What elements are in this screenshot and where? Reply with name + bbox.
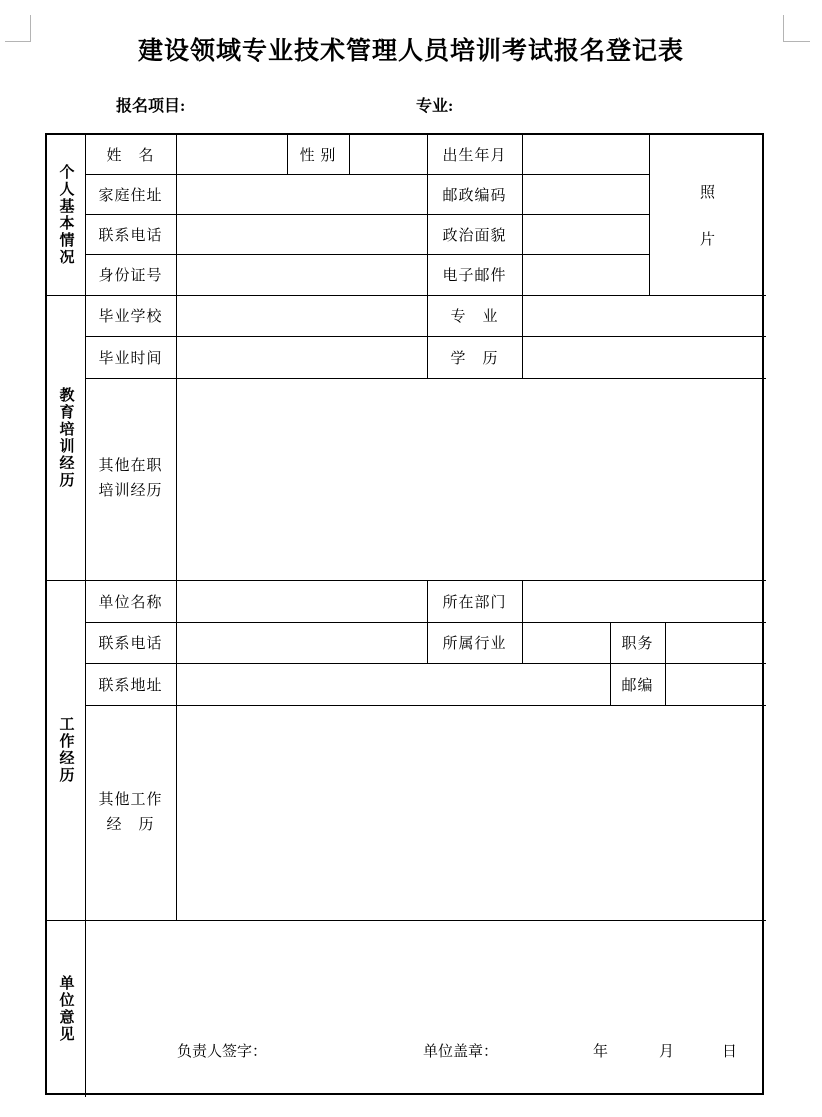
personal-phone-input-cell[interactable] [176, 214, 427, 254]
postal-code-input-cell[interactable] [522, 174, 649, 214]
zip-label: 邮编 [621, 677, 654, 694]
other-work-input-cell[interactable] [176, 705, 766, 920]
contact-address-input-cell[interactable] [176, 663, 610, 705]
grad-date-label: 毕业时间 [98, 350, 163, 367]
birth-date-label: 出生年月 [442, 148, 507, 164]
position-label: 职务 [621, 636, 654, 652]
degree-input-cell[interactable] [522, 336, 766, 378]
postal-code-label: 邮政编码 [442, 187, 507, 204]
photo-label-line2: 片 [699, 232, 715, 248]
stamp-label: 单位盖章： [423, 1044, 499, 1060]
political-status-label: 政治面貌 [442, 227, 507, 244]
email-input-cell[interactable] [522, 254, 649, 295]
gender-label: 性 别 [299, 148, 337, 164]
political-status-input-cell[interactable] [522, 214, 649, 254]
work-phone-input-cell[interactable] [176, 622, 427, 663]
other-work-label-line1: 其他工作 [98, 791, 163, 808]
zip-input-cell[interactable] [665, 663, 766, 705]
major-label: 专业: [416, 98, 454, 115]
other-training-label-line2: 培训经历 [98, 483, 163, 499]
company-input-cell[interactable] [176, 580, 427, 622]
department-label: 所在部门 [442, 594, 507, 611]
contact-address-label: 联系地址 [98, 677, 163, 694]
id-number-label: 身份证号 [98, 268, 163, 284]
day-label: 日 [722, 1044, 738, 1060]
photo-box [649, 135, 766, 295]
other-training-label [85, 378, 176, 580]
section-label-personal: 个人基本情况 [57, 164, 74, 266]
section-label-work: 工作经历 [57, 716, 74, 784]
gender-input-cell[interactable] [349, 135, 427, 174]
birth-date-input-cell[interactable] [522, 135, 649, 174]
other-training-input-cell[interactable] [176, 378, 766, 580]
grad-date-input-cell[interactable] [176, 336, 427, 378]
signature-label: 负责人签字： [177, 1044, 268, 1060]
form-title: 建设领域专业技术管理人员培训考试报名登记表 [137, 38, 684, 65]
personal-phone-label: 联系电话 [98, 227, 163, 244]
home-address-input-cell[interactable] [176, 174, 427, 214]
industry-input-cell[interactable] [522, 622, 610, 663]
section-work [47, 580, 85, 920]
registration-table [45, 133, 764, 1095]
other-work-label [85, 705, 176, 920]
company-label: 单位名称 [98, 594, 163, 611]
project-label: 报名项目: [116, 98, 186, 115]
other-training-label-line1: 其他在职 [98, 458, 163, 474]
position-input-cell[interactable] [665, 622, 766, 663]
department-input-cell[interactable] [522, 580, 766, 622]
degree-label: 学 历 [450, 350, 499, 367]
edu-major-label: 专 业 [450, 309, 499, 325]
id-number-input-cell[interactable] [176, 254, 427, 295]
other-work-label-line2: 经 历 [106, 816, 155, 833]
section-personal [47, 135, 85, 295]
month-label: 月 [659, 1044, 675, 1060]
name-label: 姓 名 [106, 148, 155, 164]
school-label: 毕业学校 [98, 309, 163, 325]
school-input-cell[interactable] [176, 295, 427, 336]
section-label-education: 教育培训经历 [57, 386, 74, 489]
section-opinion [47, 920, 85, 1097]
section-education [47, 295, 85, 580]
industry-label: 所属行业 [442, 636, 507, 652]
email-label: 电子邮件 [442, 268, 507, 284]
home-address-label: 家庭住址 [98, 187, 163, 204]
edu-major-input-cell[interactable] [522, 295, 766, 336]
name-input-cell[interactable] [176, 135, 287, 174]
photo-label-line1: 照 [699, 185, 715, 201]
opinion-input-cell[interactable] [85, 920, 766, 1097]
work-phone-label: 联系电话 [98, 636, 163, 652]
year-label: 年 [593, 1044, 609, 1060]
section-label-opinion: 单位意见 [57, 974, 74, 1043]
